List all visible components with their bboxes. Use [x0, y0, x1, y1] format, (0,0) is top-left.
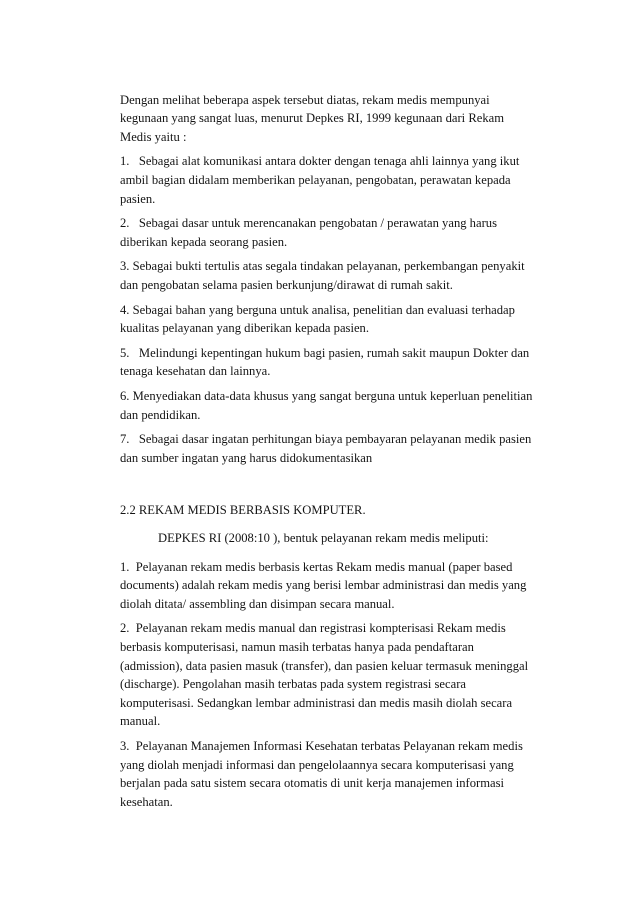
- service-list: [120, 558, 638, 812]
- text-line: dan pengobatan selama pasien berkunjung/dirawat di rumah sakit.: [120, 278, 453, 293]
- use-item-2: [120, 214, 638, 251]
- intro-paragraph: [120, 91, 638, 147]
- text-line: 1. Sebagai alat komunikasi antara dokter dengan tenaga ahli lainnya yang ikut: [120, 154, 520, 169]
- text-line: diberikan kepada seorang pasien.: [120, 234, 288, 249]
- text-line: pasien.: [120, 191, 156, 206]
- text-line: (discharge). Pengolahan masih terbatas pada system registrasi secara: [120, 677, 466, 692]
- text-line: 6. Menyediakan data-data khusus yang sangat berguna untuk keperluan penelitian: [120, 389, 533, 403]
- text-line: kesehatan.: [120, 794, 173, 809]
- service-item-1: [120, 558, 638, 614]
- text-line: diolah ditata/ assembling dan disimpan secara manual.: [120, 596, 395, 611]
- section-intro: DEPKES RI (2008:10 ), bentuk pelayanan rekam medis meliputi:: [158, 530, 489, 545]
- use-item-7: [120, 430, 638, 467]
- text-line: kualitas pelayanan yang diberikan kepada pasien.: [120, 321, 369, 336]
- use-item-5: [120, 344, 638, 381]
- text-line: 2. Pelayanan rekam medis manual dan registrasi kompterisasi Rekam medis: [120, 621, 506, 636]
- text-line: 2. Sebagai dasar untuk merencanakan pengobatan / perawatan yang harus: [120, 216, 497, 231]
- use-item-1: [120, 152, 638, 208]
- text-line: 4. Sebagai bahan yang berguna untuk analisa, penelitian dan evaluasi terhadap: [120, 302, 515, 317]
- text-line: ambil bagian didalam memberikan pelayanan, pengobatan, perawatan kepada: [120, 173, 511, 188]
- text-line: dan sumber ingatan yang harus didokumentasikan: [120, 450, 373, 465]
- text-line: berbasis komputerisasi, namun masih terbatas hanya pada pendaftaran: [120, 639, 474, 654]
- use-item-4: [120, 301, 638, 338]
- text-line: yang diolah menjadi informasi dan pengelolaannya secara komputerisasi yang: [120, 757, 514, 772]
- text-line: 3. Pelayanan Manajemen Informasi Kesehatan terbatas Pelayanan rekam medis: [120, 738, 523, 753]
- text-line: documents) adalah rekam medis yang berisi lembar administrasi dan medis yang: [120, 578, 527, 593]
- text-line: berjalan pada satu sistem secara otomatis di unit kerja manajemen informasi: [120, 776, 504, 791]
- text-line: komputerisasi. Sedangkan lembar administrasi dan medis masih diolah secara: [120, 695, 513, 710]
- use-item-6: [120, 387, 638, 424]
- section-heading: 2.2 REKAM MEDIS BERBASIS KOMPUTER.: [120, 503, 366, 518]
- text-line: Dengan melihat beberapa aspek tersebut diatas, rekam medis mempunyai: [120, 92, 490, 107]
- text-line: dan pendidikan.: [120, 407, 201, 422]
- use-item-3: [120, 257, 638, 294]
- text-line: 7. Sebagai dasar ingatan perhitungan biaya pembayaran pelayanan medik pasien: [120, 432, 532, 447]
- text-line: tenaga kesehatan dan lainnya.: [120, 364, 271, 379]
- text-line: kegunaan yang sangat luas, menurut Depkes RI, 1999 kegunaan dari Rekam: [120, 111, 504, 126]
- text-line: (admission), data pasien masuk (transfer), dan pasien keluar termasuk meninggal: [120, 658, 529, 673]
- text-line: Medis yaitu :: [120, 129, 187, 144]
- text-line: 3. Sebagai bukti tertulis atas segala tindakan pelayanan, perkembangan penyakit: [120, 259, 525, 274]
- service-item-2: [120, 619, 638, 731]
- service-item-3: [120, 737, 638, 811]
- text-line: 5. Melindungi kepentingan hukum bagi pasien, rumah sakit maupun Dokter dan: [120, 345, 530, 360]
- text-line: 1. Pelayanan rekam medis berbasis kertas Rekam medis manual (paper based: [120, 559, 513, 574]
- text-line: manual.: [120, 714, 161, 729]
